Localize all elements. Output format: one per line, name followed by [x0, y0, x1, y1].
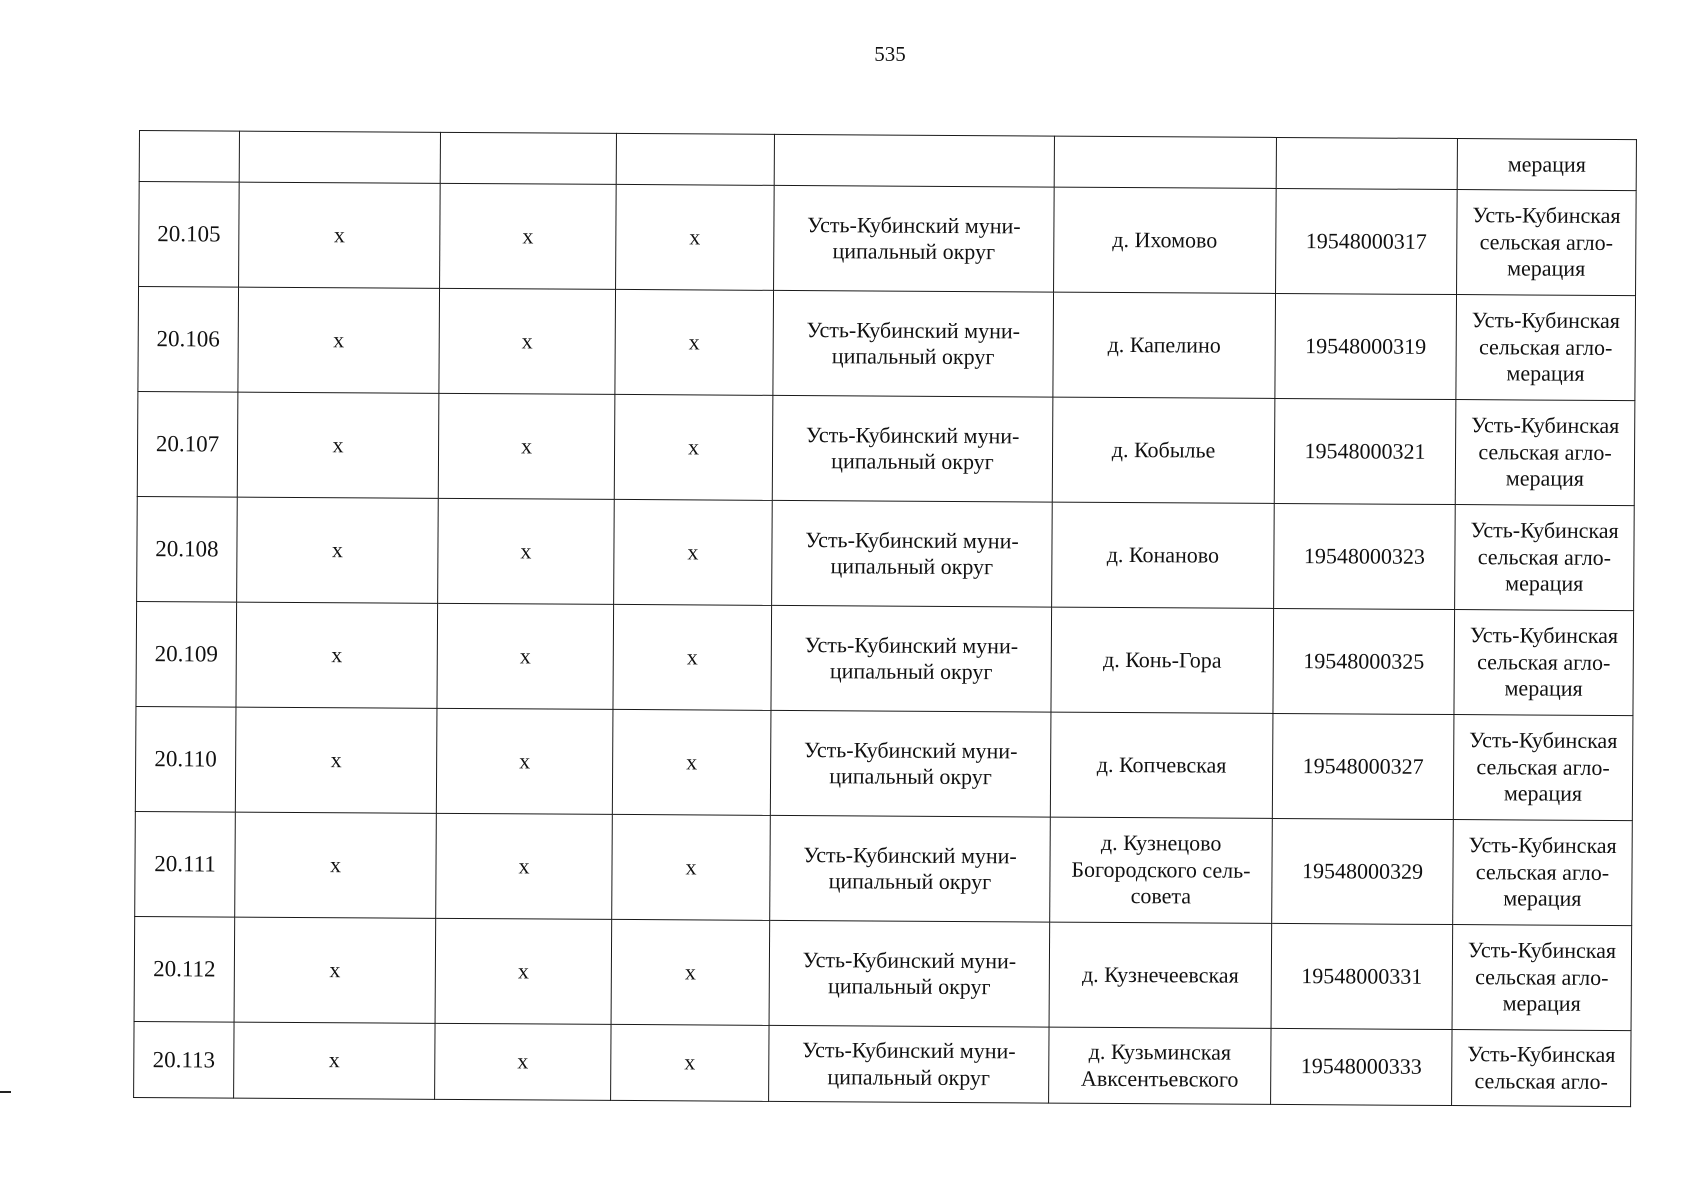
agglomeration-line: Усть-Кубинская: [1469, 622, 1619, 649]
row-number-cell: 20.112: [134, 916, 235, 1022]
district-line: Усть-Кубинский муни-: [805, 421, 1020, 448]
settlement-line: д. Капелино: [1107, 331, 1221, 358]
district-cell: [770, 815, 1051, 922]
table-row: [137, 496, 1635, 610]
agglomeration-line: сельская агло-: [1474, 1067, 1608, 1094]
district-line: ципальный округ: [832, 238, 996, 265]
district-line: ципальный округ: [827, 973, 991, 1000]
mark-cell: х: [440, 183, 617, 289]
settlement-cell: [1054, 187, 1277, 293]
table-row: [136, 601, 1634, 715]
table-row: [134, 1021, 1631, 1106]
mark-cell: х: [236, 602, 438, 708]
table-row: [135, 811, 1633, 925]
mark-cell: х: [614, 394, 773, 500]
district-cell: [773, 290, 1054, 397]
mark-cell: х: [615, 289, 774, 395]
settlement-line: д. Кобылье: [1111, 436, 1216, 463]
row-number-cell: 20.110: [135, 706, 236, 812]
mark-cell: х: [234, 917, 436, 1023]
settlements-table: [133, 130, 1637, 1107]
agglomeration-line: Усть-Кубинская: [1472, 202, 1621, 229]
continuation-row: [139, 131, 1636, 191]
mark-cell: х: [613, 604, 772, 710]
agglomeration-cell: [1452, 1030, 1631, 1107]
district-line: Усть-Кубинский муни-: [806, 316, 1021, 343]
mark-cell: х: [439, 288, 616, 394]
row-number-cell: 20.107: [137, 391, 238, 497]
oktmo-code-cell: 19548000327: [1272, 713, 1454, 819]
district-line: ципальный округ: [831, 343, 995, 370]
cell-empty: [1276, 137, 1457, 189]
mark-cell: х: [614, 499, 773, 605]
mark-cell: х: [235, 812, 437, 918]
agglomeration-line: Усть-Кубинская: [1470, 517, 1619, 544]
agglomeration-line: сельская агло-: [1479, 228, 1614, 255]
agglomeration-cell: [1455, 505, 1635, 611]
district-line: Усть-Кубинский муни-: [803, 841, 1017, 868]
settlement-line: Богородского сель-: [1071, 856, 1251, 883]
agglomeration-line: сельская агло-: [1476, 753, 1610, 780]
agglomeration-cell: [1455, 400, 1635, 506]
table-row: [135, 706, 1633, 820]
oktmo-code-cell: 19548000329: [1272, 818, 1454, 924]
settlement-cell: [1052, 397, 1275, 503]
row-number-cell: 20.106: [138, 287, 239, 393]
row-number-cell: 20.109: [136, 601, 237, 707]
agglomeration-line: мерация: [1503, 780, 1583, 807]
district-line: Усть-Кубинский муни-: [807, 211, 1021, 238]
settlement-line: д. Копчевская: [1096, 751, 1227, 778]
settlement-cell: [1049, 1027, 1271, 1104]
cell-empty: [139, 131, 239, 183]
table-row: [134, 916, 1632, 1030]
table-row: [137, 391, 1635, 505]
cell-empty: [616, 133, 774, 185]
settlement-cell: [1049, 922, 1272, 1028]
agglomeration-cell: [1454, 610, 1634, 716]
agglomeration-line: мерация: [1503, 885, 1582, 912]
agglomeration-line: Усть-Кубинская: [1468, 832, 1617, 859]
mark-cell: х: [437, 603, 614, 709]
mark-cell: х: [238, 287, 440, 393]
district-line: Усть-Кубинский муни-: [802, 946, 1017, 973]
mark-cell: х: [438, 498, 615, 604]
district-cell: [774, 185, 1055, 292]
table-body: [134, 131, 1637, 1107]
district-line: Усть-Кубинский муни-: [802, 1037, 1016, 1064]
mark-cell: х: [435, 918, 612, 1024]
table-row: [138, 287, 1636, 401]
row-number-cell: 20.111: [135, 811, 236, 917]
agglomeration-line: Усть-Кубинская: [1469, 727, 1618, 754]
settlement-cell: [1051, 607, 1274, 713]
agglomeration-line: сельская агло-: [1477, 648, 1611, 675]
district-line: ципальный округ: [829, 658, 993, 685]
settlement-line: д. Кузнечеевская: [1081, 961, 1239, 988]
oktmo-code-cell: 19548000323: [1274, 503, 1456, 609]
mark-cell: х: [237, 497, 439, 603]
mark-cell: х: [611, 919, 770, 1025]
margin-mark: [0, 1091, 11, 1093]
agglomeration-line: мерация: [1507, 255, 1586, 282]
settlement-line: д. Кузнецово: [1100, 830, 1222, 857]
agglomeration-line: сельская агло-: [1478, 438, 1612, 465]
mark-cell: х: [616, 184, 775, 290]
district-cell: [771, 605, 1052, 712]
agglomeration-cell: [1452, 925, 1632, 1031]
agglomeration-cell: [1457, 190, 1637, 296]
district-line: ципальный округ: [828, 868, 992, 895]
settlement-line: Авксентьевского: [1080, 1065, 1239, 1092]
oktmo-code-cell: 19548000331: [1271, 923, 1453, 1029]
district-cell: [772, 395, 1053, 502]
agglomeration-line: сельская агло-: [1475, 858, 1610, 885]
table-row: [139, 182, 1637, 296]
mark-cell: х: [239, 182, 441, 288]
district-cell: [772, 500, 1053, 607]
agglomeration-cell: [1456, 295, 1636, 401]
agglomeration-cell: [1453, 715, 1633, 821]
district-cell: [770, 710, 1051, 817]
settlement-cell: [1053, 292, 1276, 398]
mark-cell: х: [234, 1022, 435, 1099]
mark-cell: х: [436, 708, 613, 814]
mark-cell: х: [612, 814, 771, 920]
mark-cell: х: [436, 813, 613, 919]
row-number-cell: 20.113: [134, 1021, 234, 1098]
cell-empty: [239, 131, 440, 183]
mark-cell: х: [438, 393, 615, 499]
agglomeration-line: Усть-Кубинская: [1467, 1041, 1616, 1068]
settlement-cell: [1050, 817, 1273, 923]
district-line: ципальный округ: [831, 448, 994, 475]
district-line: Усть-Кубинский муни-: [803, 736, 1018, 763]
district-line: ципальный округ: [829, 763, 992, 790]
agglomeration-line: сельская агло-: [1475, 963, 1609, 990]
oktmo-code-cell: 19548000321: [1274, 398, 1456, 504]
agglomeration-line: мерация: [1504, 675, 1583, 702]
agglomeration-line: Усть-Кубинская: [1471, 412, 1620, 439]
settlements-table-container: [133, 130, 1637, 1107]
agglomeration-line: мерация: [1505, 465, 1585, 492]
mark-cell: х: [237, 392, 439, 498]
settlement-cell: [1052, 502, 1275, 608]
oktmo-code-cell: 19548000317: [1276, 188, 1458, 294]
oktmo-code-cell: 19548000333: [1271, 1028, 1452, 1105]
settlement-line: д. Конаново: [1106, 541, 1220, 568]
oktmo-code-cell: 19548000319: [1275, 293, 1457, 399]
cell-empty: [440, 132, 616, 184]
mark-cell: х: [435, 1023, 611, 1100]
district-cell: [769, 920, 1050, 1027]
settlement-line: д. Кузьминская: [1088, 1038, 1232, 1065]
settlement-line: д. Ихомово: [1112, 226, 1218, 253]
page-number: 535: [874, 42, 906, 66]
district-line: ципальный округ: [827, 1063, 991, 1090]
mark-cell: х: [612, 709, 771, 815]
cell-agglomeration-tail: мерация: [1457, 139, 1636, 191]
cell-empty: [1054, 136, 1276, 188]
mark-cell: х: [235, 707, 437, 813]
settlement-line: совета: [1130, 883, 1192, 909]
mark-cell: х: [611, 1024, 769, 1101]
row-number-cell: 20.108: [137, 496, 238, 602]
settlement-cell: [1050, 712, 1273, 818]
agglomeration-line: сельская агло-: [1478, 333, 1613, 360]
agglomeration-line: мерация: [1506, 360, 1585, 387]
oktmo-code-cell: 19548000325: [1273, 608, 1455, 714]
agglomeration-line: мерация: [1502, 990, 1581, 1017]
district-line: ципальный округ: [830, 553, 994, 580]
district-line: Усть-Кубинский муни-: [804, 631, 1019, 658]
agglomeration-line: Усть-Кубинская: [1467, 937, 1617, 964]
cell-empty: [774, 134, 1054, 187]
row-number-cell: 20.105: [139, 182, 240, 288]
district-line: Усть-Кубинский муни-: [805, 526, 1019, 553]
settlement-line: д. Конь-Гора: [1102, 646, 1222, 673]
agglomeration-line: Усть-Кубинская: [1471, 307, 1621, 334]
agglomeration-line: сельская агло-: [1477, 543, 1612, 570]
district-cell: [769, 1025, 1049, 1103]
agglomeration-line: мерация: [1505, 570, 1584, 597]
agglomeration-cell: [1453, 820, 1633, 926]
